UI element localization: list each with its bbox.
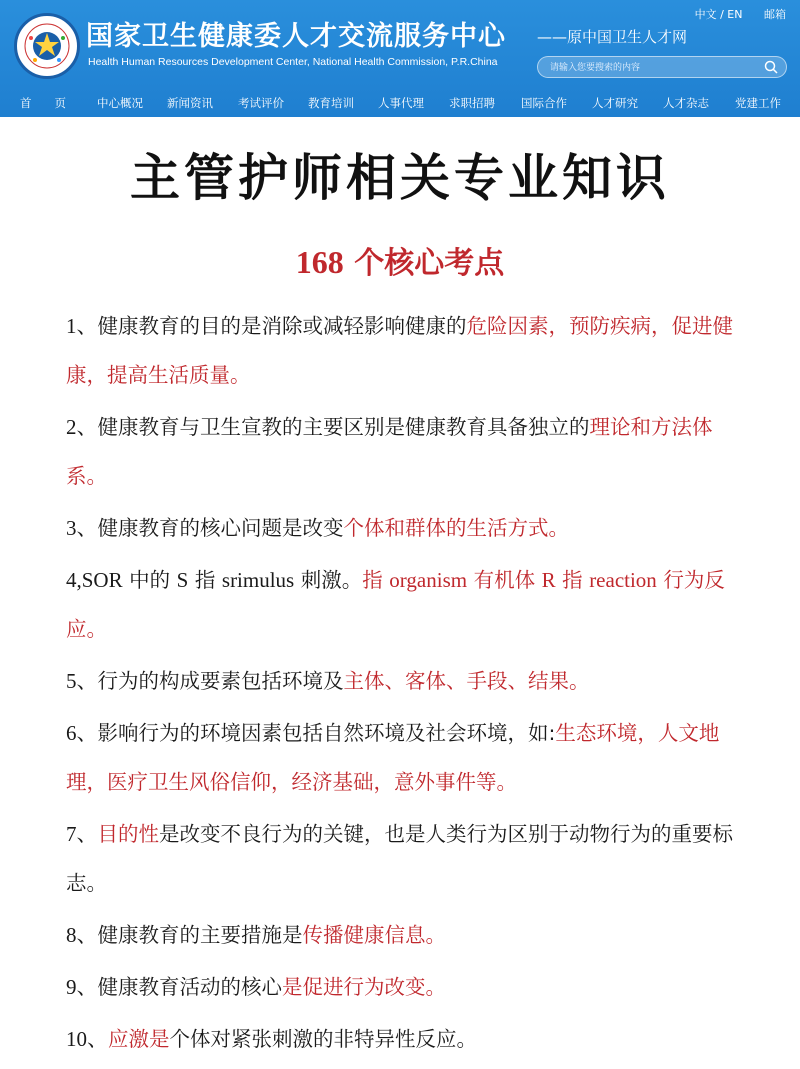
former-name: ——原中国卫生人才网 [537,28,688,46]
nav-item-jobs[interactable]: 求职招聘 [449,95,495,110]
mail-link[interactable]: 邮箱 [764,8,786,21]
list-item: 4,SOR 中的 S 指 srimulus 刺激。指 organism 有机体 R 指 reaction 行为反应。 [66,568,725,641]
nav-item-training[interactable]: 教育培训 [308,95,354,110]
nav-item-party[interactable]: 党建工作 [735,95,781,110]
star-emblem-icon [17,16,77,76]
list-item: 8、健康教育的主要措施是传播健康信息。 [66,923,446,947]
subtitle-text: 个核心考点 [343,246,505,281]
search-icon[interactable] [764,60,778,74]
page-title: 主管护师相关专业知识 [130,149,670,207]
nav-item-international[interactable]: 国际合作 [521,95,567,110]
knowledge-list [66,302,746,1067]
list-item: 9、健康教育活动的核心是促进行为改变。 [66,975,446,999]
list-item: 2、健康教育与卫生宣教的主要区别是健康教育具备独立的理论和方法体系。 [66,415,713,488]
list-item: 5、行为的构成要素包括环境及主体、客体、手段、结果。 [66,669,590,693]
nav-item-about[interactable]: 中心概况 [97,95,143,110]
lang-switch-link[interactable]: 中文 / EN [694,8,743,21]
list-item: 3、健康教育的核心问题是改变个体和群体的生活方式。 [66,516,569,540]
org-name-en: Health Human Resources Development Center, National Health Commission, P.R.China [88,56,498,68]
nav-item-research[interactable]: 人才研究 [592,95,638,110]
main-nav [0,88,800,117]
nav-item-home[interactable]: 首 页 [20,95,66,110]
search-input[interactable] [548,59,752,77]
org-name-cn: 国家卫生健康委人才交流服务中心 [86,21,506,52]
nav-item-news[interactable]: 新闻资讯 [167,95,213,110]
subtitle-number: 168 [295,244,344,280]
site-header [0,0,800,117]
list-item: 7、目的性是改变不良行为的关键，也是人类行为区别于动物行为的重要标志。 [66,822,733,895]
list-item: 1、健康教育的目的是消除或减轻影响健康的危险因素，预防疾病，促进健康，提高生活质量。 [66,314,733,387]
search-box [537,56,787,78]
nav-item-magazine[interactable]: 人才杂志 [663,95,709,110]
nav-item-exam[interactable]: 考试评价 [238,95,284,110]
logo[interactable] [14,13,80,79]
page-subtitle [0,238,800,282]
list-item: 6、影响行为的环境因素包括自然环境及社会环境，如:生态环境，人文地理，医疗卫生风俗信仰，经济基础，意外事件等。 [66,721,720,794]
list-item: 10、应激是个体对紧张刺激的非特异性反应。 [66,1027,477,1051]
top-links [677,6,786,22]
nav-item-personnel[interactable]: 人事代理 [378,95,424,110]
